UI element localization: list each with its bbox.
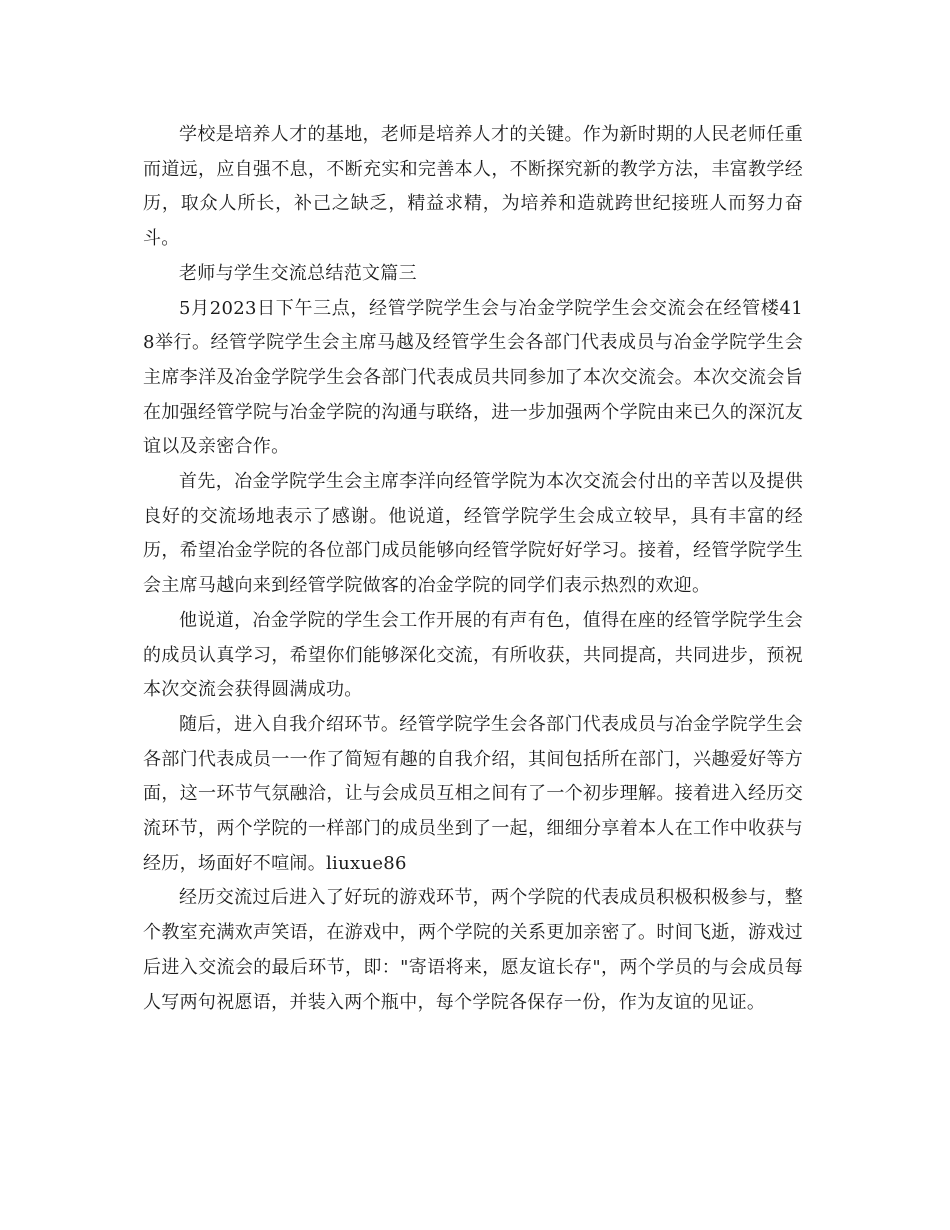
paragraph-game-session: 经历交流过后进入了好玩的游戏环节，两个学院的代表成员积极积极参与，整个教室充满欢声笑语，在游戏中，两个学院的关系更加亲密了。时间飞逝，游戏过后进入交流会的最后环节，即："寄语将来，愿友谊长存"，两个学员的与会成员每人写两句祝愿语，并装入两个瓶中，每个学院各保存一份，作为友谊的见证。 — [143, 887, 803, 1013]
paragraph-self-introduction: 随后，进入自我介绍环节。经管学院学生会各部门代表成员与冶金学院学生会各部门代表成员一一作了简短有趣的自我介绍，其间包括所在部门，兴趣爱好等方面，这一环节气氛融洽，让与会成员互相之间有了一个初步理解。接着进入经历交流环节，两个学院的一样部门的成员坐到了一起，细细分享着本人在工作中收获与经历，场面好不喧闹。liuxue86 — [143, 713, 803, 874]
document-body — [143, 118, 803, 1020]
paragraph-meeting-overview: 5月2023日下午三点，经管学院学生会与冶金学院学生会交流会在经管楼418举行。经管学院学生会主席马越及经管学生会各部门代表成员与冶金学院学生会主席李洋及冶金学院学生会各部门代表成员共同参加了本次交流会。本次交流会旨在加强经管学院与冶金学院的沟通与联络，进一步加强两个学院由来已久的深沉友谊以及亲密合作。 — [143, 297, 803, 458]
paragraph-opening-remarks: 首先，冶金学院学生会主席李洋向经管学院为本次交流会付出的辛苦以及提供良好的交流场地表示了感谢。他说道，经管学院学生会成立较早，具有丰富的经历，希望冶金学院的各位部门成员能够向经管学院好好学习。接着，经管学院学生会主席马越向来到经管学院做客的冶金学院的同学们表示热烈的欢迎。 — [143, 471, 803, 597]
paragraph-intro: 学校是培养人才的基地，老师是培养人才的关键。作为新时期的人民老师任重而道远，应自强不息，不断充实和完善本人，不断探究新的教学方法，丰富教学经历，取众人所长，补己之缺乏，精益求精，为培养和造就跨世纪接班人而努力奋斗。 — [143, 124, 803, 250]
paragraph-welcome-speech: 他说道，冶金学院的学生会工作开展的有声有色，值得在座的经管学院学生会的成员认真学习，希望你们能够深化交流，有所收获，共同提高，共同进步，预祝本次交流会获得圆满成功。 — [143, 609, 803, 701]
section-heading: 老师与学生交流总结范文篇三 — [179, 262, 417, 284]
